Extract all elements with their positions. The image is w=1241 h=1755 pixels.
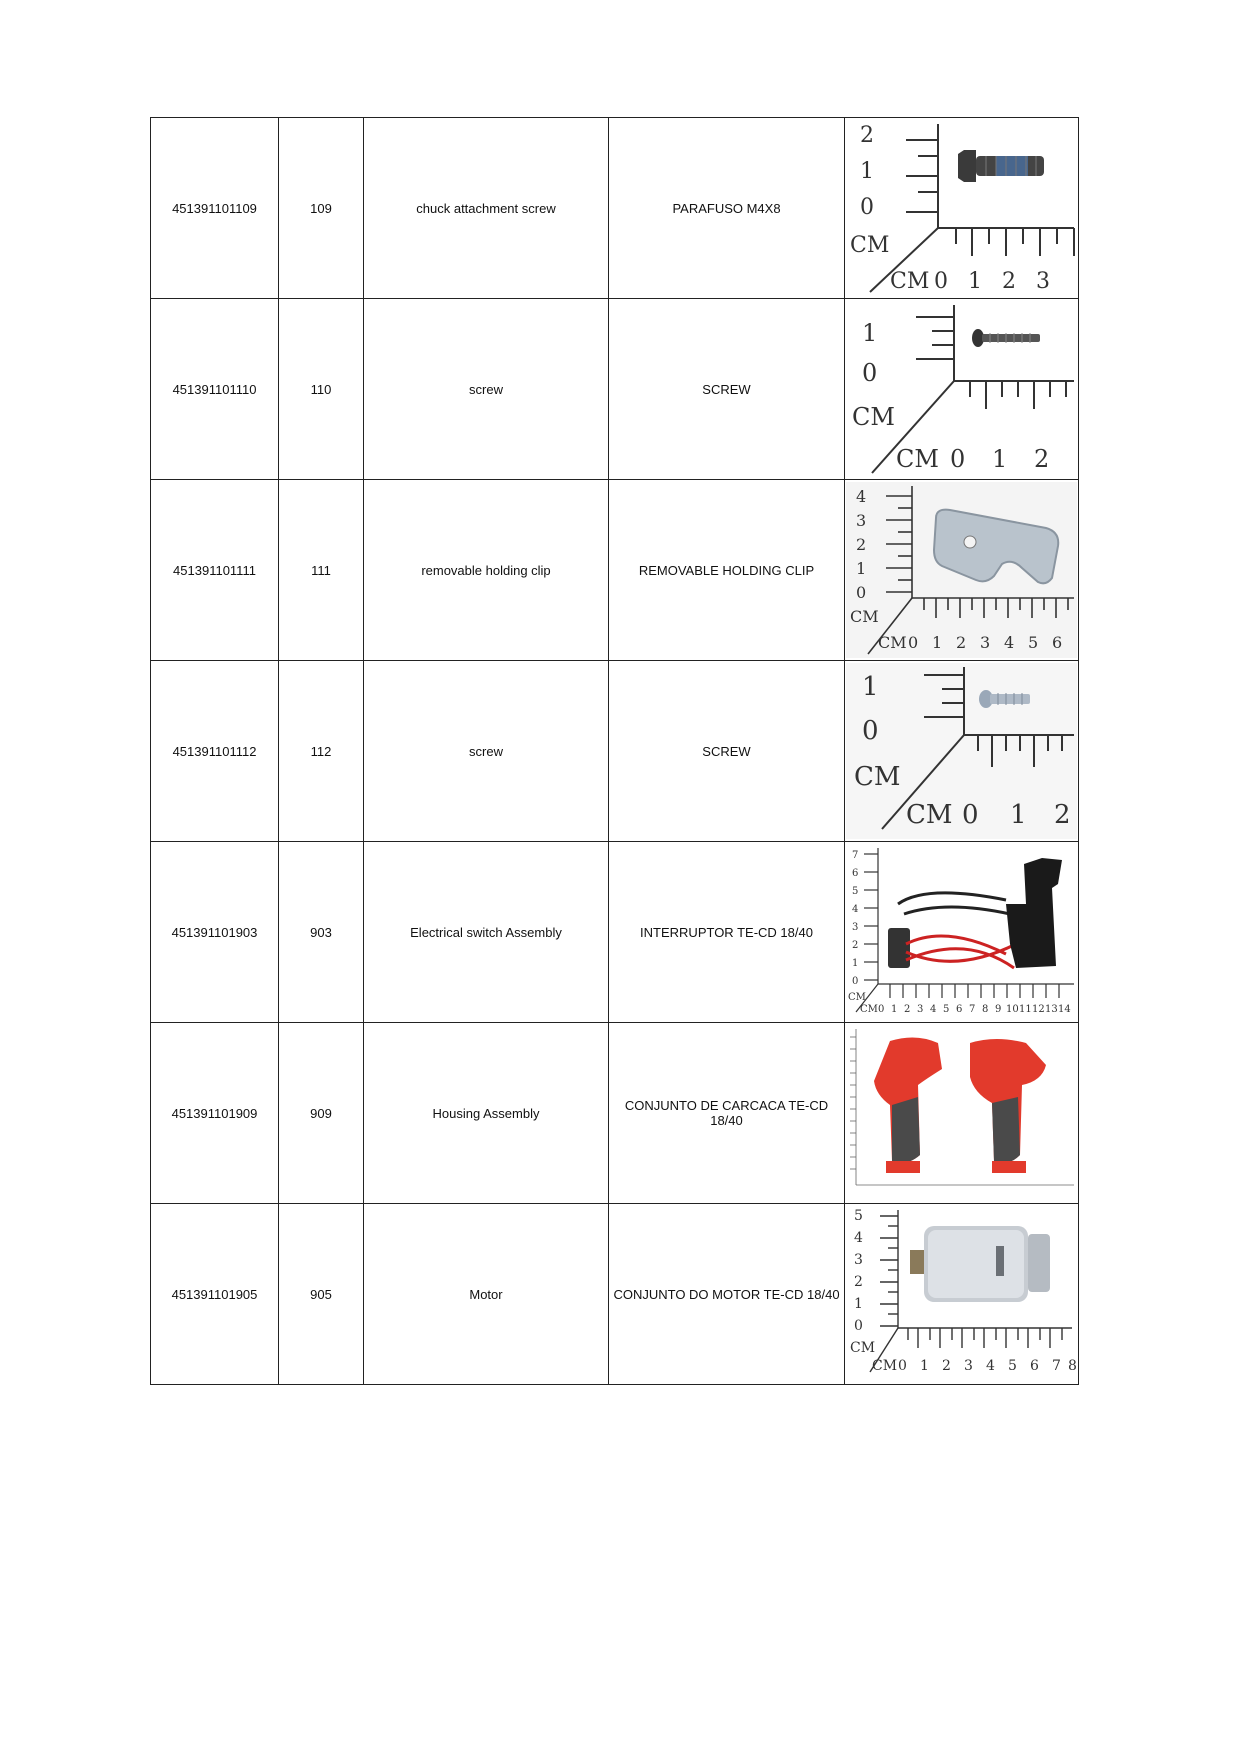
- ruler-unit-label: CM: [906, 800, 953, 830]
- ruler-horizontal-label: 7: [969, 1004, 976, 1015]
- table-row: [151, 661, 1079, 842]
- ruler-vertical-label: 0: [852, 976, 859, 987]
- ruler-vertical-label: 1: [856, 559, 867, 578]
- description-en-cell: Housing Assembly: [364, 1023, 609, 1204]
- ruler-horizontal-label: 2: [1054, 800, 1071, 830]
- housing-assembly-photo: [846, 1025, 1077, 1201]
- ruler-horizontal-label: 6: [956, 1004, 963, 1015]
- article-number-cell: 451391101111: [151, 480, 279, 661]
- ruler-horizontal-label: 2: [904, 1004, 911, 1015]
- table-row: [151, 299, 1079, 480]
- ruler-horizontal-label: 0: [898, 1358, 907, 1374]
- part-photo-cell: [845, 842, 1079, 1023]
- ruler-horizontal-label: 2: [956, 633, 967, 652]
- countersunk-screw-photo: [846, 120, 1077, 296]
- description-pt-cell: REMOVABLE HOLDING CLIP: [609, 480, 845, 661]
- description-en-cell: screw: [364, 661, 609, 842]
- ruler-vertical-label: 7: [852, 850, 859, 861]
- short-screw-photo: [846, 663, 1077, 839]
- ruler-vertical-label: 5: [854, 1208, 863, 1224]
- ruler-unit-label: CM: [890, 269, 930, 294]
- ruler-unit-label: CM: [850, 233, 890, 258]
- description-pt-cell: SCREW: [609, 661, 845, 842]
- ruler-horizontal-label: 0: [934, 269, 948, 294]
- ruler-horizontal-label: 0: [908, 633, 919, 652]
- description-pt-cell: INTERRUPTOR TE-CD 18/40: [609, 842, 845, 1023]
- article-number-cell: 451391101905: [151, 1204, 279, 1385]
- ruler-horizontal-label: 2: [942, 1358, 951, 1374]
- ruler-vertical-label: 6: [852, 868, 859, 879]
- table-row: [151, 842, 1079, 1023]
- ruler-vertical-label: 3: [854, 1252, 863, 1268]
- ruler-horizontal-label: 10: [1006, 1004, 1019, 1015]
- ruler-horizontal-label: 1: [968, 269, 982, 294]
- ruler-horizontal-label: 3: [917, 1004, 924, 1015]
- ruler-vertical-label: 2: [860, 123, 874, 148]
- description-pt-cell: CONJUNTO DO MOTOR TE-CD 18/40: [609, 1204, 845, 1385]
- pan-head-screw-photo: [846, 301, 1077, 477]
- ruler-horizontal-label: 14: [1058, 1004, 1071, 1015]
- ruler-vertical-label: 0: [862, 716, 879, 746]
- ruler-vertical-label: 5: [852, 886, 859, 897]
- description-pt-cell: PARAFUSO M4X8: [609, 118, 845, 299]
- position-cell: 110: [279, 299, 364, 480]
- description-en-cell: Electrical switch Assembly: [364, 842, 609, 1023]
- ruler-vertical-label: 1: [852, 958, 859, 969]
- ruler-horizontal-label: 4: [930, 1004, 937, 1015]
- position-cell: 909: [279, 1023, 364, 1204]
- ruler-vertical-label: 2: [854, 1274, 863, 1290]
- ruler-vertical-label: 4: [852, 904, 859, 915]
- description-en-cell: chuck attachment screw: [364, 118, 609, 299]
- ruler-vertical-label: 1: [854, 1296, 863, 1312]
- ruler-horizontal-label: 3: [980, 633, 991, 652]
- ruler-horizontal-label: 8: [1068, 1358, 1077, 1374]
- ruler-unit-label: CM: [854, 762, 901, 792]
- part-photo-cell: [845, 1023, 1079, 1204]
- article-number-cell: 451391101109: [151, 118, 279, 299]
- ruler-horizontal-label: 0: [962, 800, 979, 830]
- description-en-cell: screw: [364, 299, 609, 480]
- position-cell: 111: [279, 480, 364, 661]
- ruler-horizontal-label: 6: [1030, 1358, 1039, 1374]
- ruler-vertical-label: 2: [856, 535, 867, 554]
- position-cell: 112: [279, 661, 364, 842]
- part-photo-cell: [845, 1204, 1079, 1385]
- description-en-cell: Motor: [364, 1204, 609, 1385]
- ruler-unit-label: CM: [850, 607, 879, 626]
- ruler-horizontal-label: 11: [1019, 1004, 1032, 1015]
- table-row: [151, 480, 1079, 661]
- ruler-horizontal-label: 1: [1010, 800, 1027, 830]
- ruler-unit-label: CM: [860, 1004, 878, 1015]
- ruler-unit-label: CM: [878, 633, 907, 652]
- ruler-unit-label: CM: [896, 445, 939, 473]
- ruler-vertical-label: 0: [860, 195, 874, 220]
- ruler-vertical-label: 1: [862, 319, 878, 347]
- part-photo-cell: [845, 480, 1079, 661]
- ruler-vertical-label: 0: [856, 583, 867, 602]
- part-photo-cell: [845, 118, 1079, 299]
- ruler-horizontal-label: 5: [1028, 633, 1039, 652]
- article-number-cell: 451391101909: [151, 1023, 279, 1204]
- description-en-cell: removable holding clip: [364, 480, 609, 661]
- position-cell: 109: [279, 118, 364, 299]
- ruler-horizontal-label: 4: [986, 1358, 995, 1374]
- motor-photo: [846, 1206, 1077, 1382]
- ruler-horizontal-label: 1: [992, 445, 1008, 473]
- ruler-vertical-label: 0: [854, 1318, 863, 1334]
- description-pt-cell: SCREW: [609, 299, 845, 480]
- ruler-horizontal-label: 3: [964, 1358, 973, 1374]
- parts-table: [150, 117, 1079, 1385]
- ruler-unit-label: CM: [872, 1358, 898, 1374]
- table-row: [151, 1204, 1079, 1385]
- description-pt-cell: CONJUNTO DE CARCACA TE-CD 18/40: [609, 1023, 845, 1204]
- ruler-vertical-label: 4: [854, 1230, 863, 1246]
- position-cell: 903: [279, 842, 364, 1023]
- ruler-vertical-label: 3: [856, 511, 867, 530]
- ruler-horizontal-label: 5: [943, 1004, 950, 1015]
- ruler-vertical-label: 2: [852, 940, 859, 951]
- ruler-horizontal-label: 7: [1052, 1358, 1061, 1374]
- ruler-vertical-label: 1: [860, 159, 874, 184]
- ruler-vertical-label: 4: [856, 487, 867, 506]
- article-number-cell: 451391101110: [151, 299, 279, 480]
- ruler-horizontal-label: 1: [932, 633, 943, 652]
- article-number-cell: 451391101903: [151, 842, 279, 1023]
- ruler-vertical-label: 1: [862, 672, 879, 702]
- ruler-horizontal-label: 0: [878, 1004, 885, 1015]
- ruler-horizontal-label: 2: [1002, 269, 1016, 294]
- ruler-horizontal-label: 6: [1052, 633, 1063, 652]
- ruler-unit-label: CM: [850, 1340, 876, 1356]
- part-photo-cell: [845, 661, 1079, 842]
- ruler-horizontal-label: 13: [1045, 1004, 1058, 1015]
- ruler-horizontal-label: 4: [1004, 633, 1015, 652]
- holding-clip-photo: [846, 482, 1077, 658]
- switch-assembly-photo: [846, 844, 1077, 1020]
- ruler-horizontal-label: 1: [891, 1004, 898, 1015]
- position-cell: 905: [279, 1204, 364, 1385]
- ruler-horizontal-label: 5: [1008, 1358, 1017, 1374]
- ruler-horizontal-label: 1: [920, 1358, 929, 1374]
- article-number-cell: 451391101112: [151, 661, 279, 842]
- ruler-horizontal-label: 9: [995, 1004, 1002, 1015]
- ruler-horizontal-label: 2: [1034, 445, 1050, 473]
- ruler-vertical-label: 3: [852, 922, 859, 933]
- ruler-horizontal-label: 12: [1032, 1004, 1045, 1015]
- ruler-unit-label: CM: [848, 992, 866, 1003]
- ruler-horizontal-label: 8: [982, 1004, 989, 1015]
- ruler-horizontal-label: 3: [1036, 269, 1050, 294]
- part-photo-cell: [845, 299, 1079, 480]
- table-row: [151, 1023, 1079, 1204]
- ruler-horizontal-label: 0: [950, 445, 966, 473]
- table-row: [151, 118, 1079, 299]
- ruler-vertical-label: 0: [862, 359, 878, 387]
- ruler-unit-label: CM: [852, 403, 895, 431]
